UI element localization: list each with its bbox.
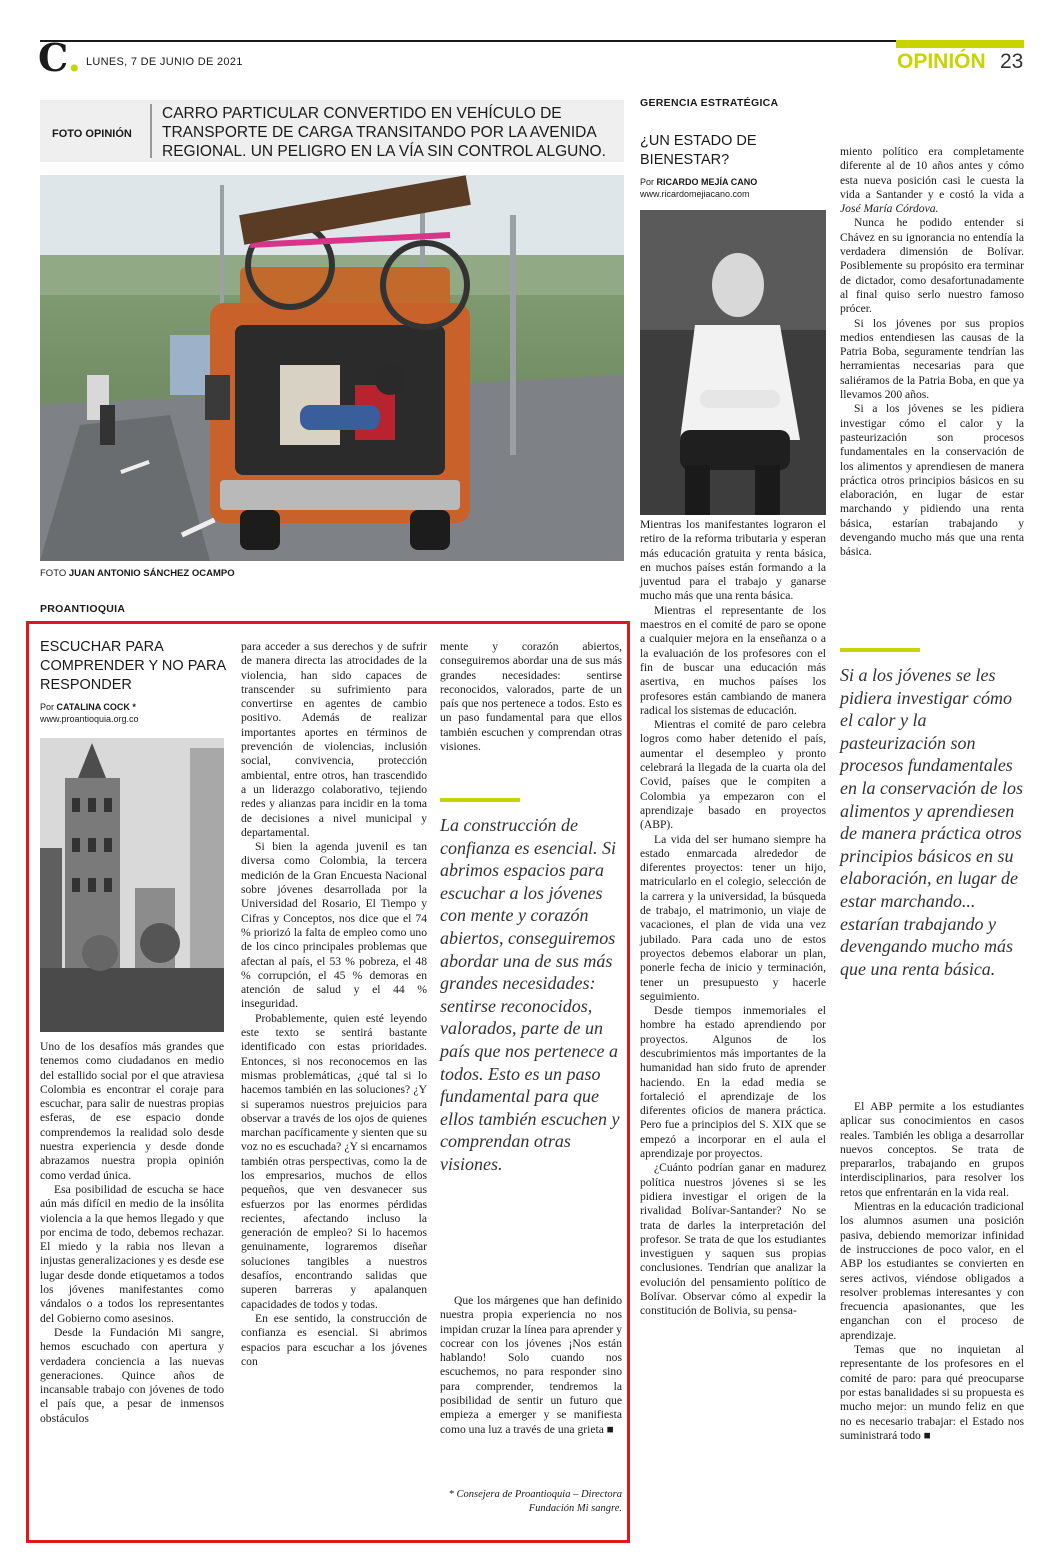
- paragraph: La vida del ser humano siempre ha estado enmarcada alrededor de diferentes proyectos: tener un hijo, matricularlo en el colegio, selección de la carrera y la universidad, la búsqueda de trabajo, el matrimonio, un viaje de vacaciones, el plan de vida una vez jubilado. Para cada uno de estos proyectos debemos elaborar un plan, ponerle fecha de inicio y terminación, tener un presupuesto y hacerle seguimiento.: [640, 832, 826, 1003]
- header-rule: [40, 40, 1024, 42]
- proantioquia-column-2: [241, 640, 427, 1369]
- section-accent-bar: [896, 40, 1024, 48]
- pullquote-gerencia: Si a los jóvenes se les pidiera investigar cómo el calor y la pasteurización son procesos fundamentales en la conservación de los alimentos y aprendiesen de manera práctica otros principios básicos en su elaboración, en lugar de estar marchando... estarían trabajando y devengando mucho más que una renta básica.: [840, 665, 1023, 979]
- paragraph: Esa posibilidad de escucha se hace aún más difícil en medio de la insólita violencia a la que hemos llegado y que por encima de todo, debemos rechazar. El miedo y la rabia nos llevan a injustas generalizaciones y es desde ese lugar desde donde etiquetamos a todos los jóvenes manifestantes como vándalos o a todos los representantes del Gobierno como asesinos.: [40, 1182, 224, 1325]
- paragraph: Que los márgenes que han definido nuestra propia experiencia no nos impidan cruzar la línea para aprender y cocrear con los jóvenes ¡Nos están hablando! Solo cuando nos escuchemos, no para responder sino para comprender, tendremos la posibilidad de sentir un futuro que empieza a emerger y se manifiesta como una luz a través de una grieta ■: [440, 1294, 622, 1436]
- section-label-proantioquia: PROANTIOQUIA: [40, 603, 126, 615]
- author-footnote: * Consejera de Proantioquia – Directora Fundación Mi sangre.: [448, 1489, 622, 1514]
- paragraph: Mientras en la educación tradicional los alumnos asumen una posición pasiva, debiendo memorizar infinidad de instrucciones de poco valor, en el ABP los estudiantes se convierten en seres activos, viéndose obligados a resolver problemas interesantes y con frecuencia apasionantes, que les enganchan con el proceso de aprendizaje.: [840, 1200, 1024, 1342]
- paragraph: Desde la Fundación Mi sangre, hemos escuchado con apertura y verdadera conciencia a las nuevas generaciones. Quince años de incansable trabajo con jóvenes de todo el país que, a pesar de inmensos obstáculos: [40, 1325, 224, 1425]
- proantioquia-column-3-bottom: [440, 1294, 622, 1437]
- building-photo: [40, 738, 224, 1032]
- paragraph: Si a los jóvenes se les pidiera investigar cómo el calor y la pasteurización son procesos fundamentales en la conservación de los alimentos y aprendiesen de manera práctica otros principios básicos en su elaboración, en lugar de estar marchando y pidiendo una renta básica, estarían trabajando y devengando mucho más que una renta básica.: [840, 402, 1024, 559]
- pullquote-accent-bar: [440, 798, 520, 802]
- website-proantioquia: www.proantioquia.org.co: [40, 714, 139, 724]
- photo-credit: FOTO JUAN ANTONIO SÁNCHEZ OCAMPO: [40, 568, 235, 579]
- proantioquia-column-1: [40, 1040, 224, 1426]
- paragraph: Si los jóvenes por sus propios medios entendiesen las causas de la Patria Boba, seguramente tendrían las herramientas necesarias para que saliéramos de la Patria Boba, en que ya llevamos 200 años.: [840, 316, 1024, 402]
- paragraph: El ABP permite a los estudiantes aplicar sus conocimientos en casos reales. También les obliga a desarrollar nuevos conceptos. Se trata de prepararlos, trabajando en grupos interdisciplinarios, para resolver los retos que enfrentarán en la vida real.: [840, 1100, 1024, 1199]
- paragraph: Mientras el representante de los maestros en el comité de paro se opone a cualquier mejora en la enseñanza o a la evaluación de los profesores con el fin de buscar una educación más asertiva, en muchos países los profesores están cambiando de manera radical los sistemas de educación.: [640, 603, 826, 717]
- byline-proantioquia: Por CATALINA COCK *: [40, 702, 136, 712]
- foto-opinion-headline: CARRO PARTICULAR CONVERTIDO EN VEHÍCULO DE TRANSPORTE DE CARGA TRANSITANDO POR LA AVENIDA REGIONAL. UN PELIGRO EN LA VÍA SIN CONTROL ALGUNO.: [162, 105, 606, 160]
- paragraph: miento político era completamente diferente al de 10 años antes y cómo esta nueva posición casi le cuesta la vida a Santander y e costó la vida a José María Córdova.: [840, 145, 1024, 216]
- issue-date: LUNES, 7 DE JUNIO DE 2021: [86, 56, 243, 68]
- paragraph: Probablemente, quien esté leyendo este texto se sentirá bastante identificado con estas prioridades. Entonces, si nos reconocemos en las mismas problemáticas, ¿qué tal si lo hacemos también en las soluciones? ¿Y si superamos nuestros prejuicios para observar a través de los ojos de quienes marchan pacíficamente y sienten que su voz no es escuchada? ¿Y si encarnamos también otras perspectivas, como la de los empresarios, muchos de ellos pequeños, que ven desvanecer sus esfuerzos por las enormes pérdidas recientes, afectando incluso la generación de empleo? Si lo hacemos genuinamente, lograremos diseñar soluciones tangibles a nuestros desafíos, encontrando salidas que superen barreras y apalanquen capacidades de todos y todas.: [241, 1011, 427, 1311]
- proantioquia-column-3-top: [440, 640, 622, 754]
- paragraph: Si bien la agenda juvenil es tan diversa como Colombia, la tercera medición de la Gran Encuesta Nacional sobre jóvenes desarrollada por la Universidad del Rosario, El Tiempo y Cifras y Conceptos, nos dice que el 74 % priorizó la falta de empleo como uno de los cinco principales problemas que afectan al país, el 53 % pobreza, el 48 % corrupción, el 45 % demoras en atención de salud y el 44 % inseguridad.: [241, 840, 427, 1011]
- website-gerencia: www.ricardomejiacano.com: [640, 189, 750, 199]
- gerencia-column-2-bottom: [840, 1100, 1024, 1443]
- paragraph: En ese sentido, la construcción de confianza es esencial. Si abrimos espacios para escuchar a los jóvenes con: [241, 1311, 427, 1368]
- paragraph: mente y corazón abiertos, conseguiremos abordar una de sus más grandes necesidades: sentirse reconocidos, valorados, parte de un país que nos pertenece a todos. Esto es un paso fundamental para que ellos también escuchen y comprendan otras visiones.: [440, 640, 622, 754]
- paragraph: Nunca he podido entender si Chávez en su ignorancia no entendía la verdadera dimensión de Bolívar. Posiblemente su propósito era terminar de dictador, como desafortunadamente al final quiso serlo nuestro famoso prócer.: [840, 216, 1024, 316]
- article-headline-gerencia: ¿UN ESTADO DE BIENESTAR?: [640, 133, 757, 168]
- paragraph: Desde tiempos inmemoriales el hombre ha estado aprendiendo por proyectos. Algunos de los descubrimientos más importantes de la humanidad han sido fruto de aprender haciendo. En la edad media se fortaleció el aprendizaje de los diferentes oficios de manera práctica. Pero fue a principios del S. XIX que se empezó a incorporar en el aula el aprendizaje por proyectos.: [640, 1004, 826, 1161]
- gerencia-column-2-top: [840, 145, 1024, 560]
- pullquote-proantioquia: La construcción de confianza es esencial. Si abrimos espacios para escuchar a los jóvenes con mente y corazón abiertos, conseguiremos abordar una de sus más grandes necesidades: sentirse reconocidos, valorados, parte de un país que nos pertenece a todos. Esto es un paso fundamental para que ellos también escuchen y comprendan otras visiones.: [440, 815, 620, 1174]
- street-photo: [40, 175, 624, 561]
- paragraph: para acceder a sus derechos y de sufrir de manera directa las atrocidades de la violencia, han sido capaces de transcender su sufrimiento para convertirse en agentes de cambio positivo. Además de realizar importantes aportes en términos de prevención de violencias, inclusión social, convivencia, protección ambiental, entre otros, han trascendido a un liderazgo colaborativo, tejiendo redes y alianzas para incidir en la toma de decisiones a nivel municipal y departamental.: [241, 640, 427, 839]
- author-photo: [640, 210, 826, 515]
- paragraph: ¿Cuánto podrían ganar en madurez política nuestros jóvenes si se les pidiera investigar el origen de la rivalidad Bolívar-Santander? No se trata de darles la interpretación del profesor. Se trata de que los estudiantes investiguen y saquen sus propias conclusiones. Tendrían que analizar la evolución del pensamiento político de Bolívar. Observar cómo al expedir la constitución de Bolivia, su pensa-: [640, 1161, 826, 1318]
- article-headline-proantioquia: ESCUCHAR PARA COMPRENDER Y NO PARA RESPONDER: [40, 639, 226, 693]
- paragraph: Temas que no inquietan al representante de los profesores en el comité de paro: para qué preocuparse por estas banalidades si su propuesta es mucho mejor: un mundo feliz en que no es necesario trabajar: el Estado nos suministrará todo ■: [840, 1343, 1024, 1442]
- byline-gerencia: Por RICARDO MEJÍA CANO: [640, 177, 758, 187]
- newspaper-logo: C.: [38, 35, 81, 80]
- foto-opinion-label: FOTO OPINIÓN: [52, 128, 132, 140]
- page-number: 23: [1000, 50, 1024, 73]
- section-label-gerencia: GERENCIA ESTRATÉGICA: [640, 97, 779, 109]
- gerencia-column-1: [640, 518, 826, 1319]
- section-name: OPINIÓN: [897, 50, 986, 73]
- paragraph: Mientras el comité de paro celebra logros como haber detenido el país, aumentar el desempleo y pronto celebrará la llegada de la cuarta ola del Covid, países que le compiten a Colombia ya empezaron con el aprendizaje basado en proyectos (ABP).: [640, 718, 826, 832]
- paragraph: Mientras los manifestantes lograron el retiro de la reforma tributaria y esperan más educación gratuita y renta básica, en muchos países están formando a la juventud para el trabajo y ganarse mucho más que una renta básica.: [640, 518, 826, 603]
- paragraph: Uno de los desafíos más grandes que tenemos como ciudadanos en medio del estallido social por el que atraviesa Colombia es encontrar el coraje para escuchar, para salir de nuestras propias esferas, de ese espacio donde comprendemos la realidad solo desde nuestra experiencia y desde donde abrazamos nuestra propia opinión como verdad única.: [40, 1040, 224, 1182]
- foto-opinion-divider: [150, 104, 152, 158]
- pullquote-accent-bar: [840, 648, 920, 652]
